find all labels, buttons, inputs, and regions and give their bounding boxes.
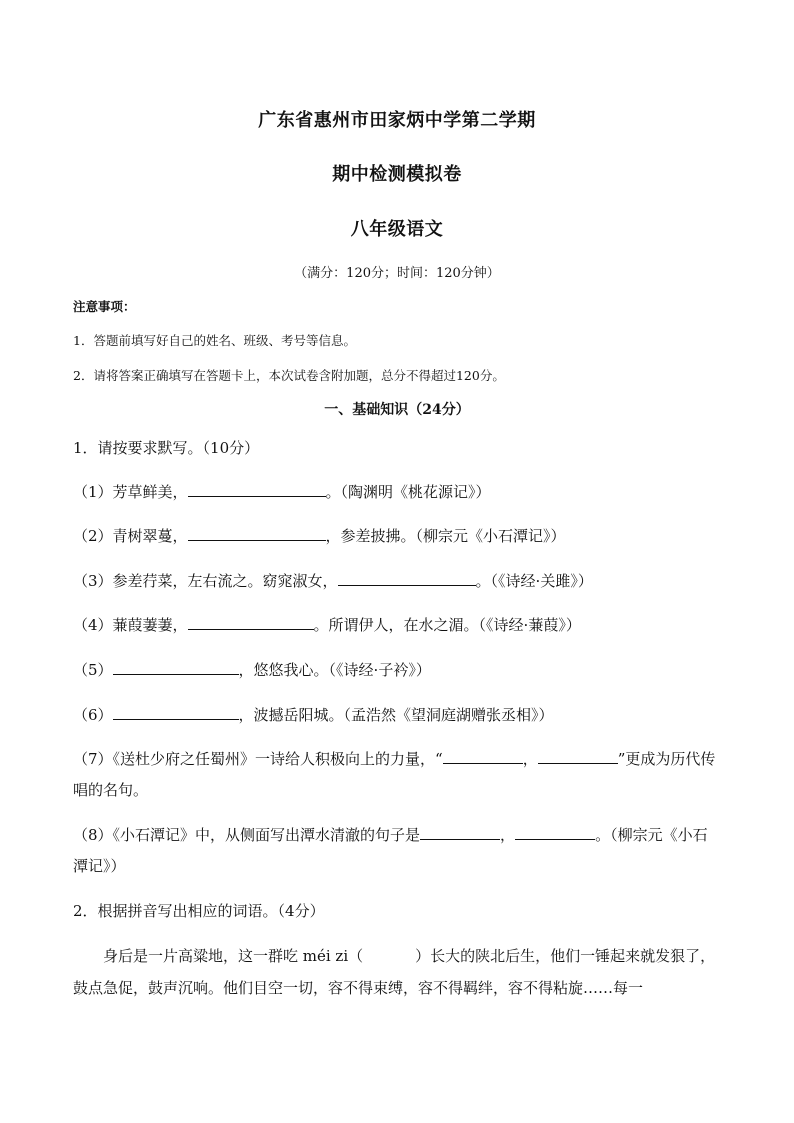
item-text-post: 。（《诗经·关雎》）	[475, 572, 593, 590]
item-text-post: 。（陶渊明《桃花源记》）	[325, 483, 491, 501]
answer-blank[interactable]	[338, 571, 476, 586]
question-1-item-2	[73, 521, 722, 552]
answer-blank[interactable]	[188, 482, 326, 497]
item-text-post: 。所谓伊人，在水之湄。（《诗经·蒹葭》）	[313, 616, 581, 634]
school-title: 广东省惠州市田家炳中学第二学期	[258, 110, 536, 131]
item-text-post: ，参差披拂。（柳宗元《小石潭记》）	[325, 527, 566, 545]
item-text-post: ”更成为历代传唱的名句。	[73, 750, 716, 799]
item-text-pre: （8）《小石潭记》中，从侧面写出潭水清澈的句子是	[73, 826, 421, 844]
item-text-pre: （1）芳草鲜美，	[73, 483, 188, 501]
item-text-post: 。（柳宗元《小石潭记》）	[73, 826, 708, 875]
answer-blank[interactable]	[443, 749, 523, 764]
question-1-item-3	[73, 566, 722, 597]
question-1-item-7	[73, 744, 722, 806]
notice-item-2: 2．请将答案正确填写在答题卡上，本次试卷含附加题，总分不得超过120分。	[73, 368, 505, 383]
item-text-pre: （2）青树翠蔓，	[73, 527, 188, 545]
item-text-pre: （7）《送杜少府之任蜀州》一诗给人积极向上的力量，“	[73, 750, 443, 768]
subject-title: 八年级语文	[350, 219, 444, 240]
question-1-item-4	[73, 610, 722, 641]
item-text-mid: ，	[500, 826, 516, 844]
item-text-post: ，悠悠我心。（《诗经·子衿》）	[238, 661, 431, 679]
item-text-pre: （5）	[73, 661, 113, 679]
answer-blank[interactable]	[538, 749, 618, 764]
section-title: 一、基础知识（24分）	[324, 402, 470, 418]
notice-item-1: 1．答题前填写好自己的姓名、班级、考号等信息。	[73, 333, 356, 348]
item-text-mid: ，	[522, 750, 538, 768]
answer-blank[interactable]	[113, 705, 239, 720]
answer-blank[interactable]	[515, 825, 595, 840]
notice-title: 注意事项：	[73, 299, 136, 314]
question-1-item-6	[73, 700, 722, 731]
question-2-paragraph	[73, 940, 722, 1004]
exam-title: 期中检测模拟卷	[332, 164, 462, 185]
question-1-item-1	[73, 477, 722, 508]
answer-blank[interactable]	[188, 526, 326, 541]
item-text-post: ，波撼岳阳城。（孟浩然《望洞庭湖赠张丞相》）	[238, 706, 554, 724]
question-1-item-5	[73, 655, 722, 686]
paragraph-text-post: ）长大的陕北后生，他们一锤起来就发狠了，鼓点急促，鼓声沉响。他们目空一切，容不得束缚，容不得羁绊，容不得粘旋……每一	[73, 947, 716, 997]
item-text-pre: （3）参差荇菜，左右流之。窈窕淑女，	[73, 572, 338, 590]
question-2-stem: 2．根据拼音写出相应的词语。（4分）	[73, 902, 325, 920]
item-text-pre: （6）	[73, 706, 113, 724]
answer-blank[interactable]	[113, 660, 239, 675]
paragraph-text-pre: 身后是一片高粱地，这一群吃 méi zi（	[103, 947, 364, 965]
answer-blank[interactable]	[188, 615, 314, 630]
answer-blank[interactable]	[420, 825, 500, 840]
score-time-note: （满分：120分；时间：120分钟）	[294, 266, 500, 281]
question-1-item-8	[73, 820, 722, 882]
item-text-pre: （4）蒹葭萋萋，	[73, 616, 188, 634]
question-1-stem: 1．请按要求默写。（10分）	[73, 439, 260, 457]
